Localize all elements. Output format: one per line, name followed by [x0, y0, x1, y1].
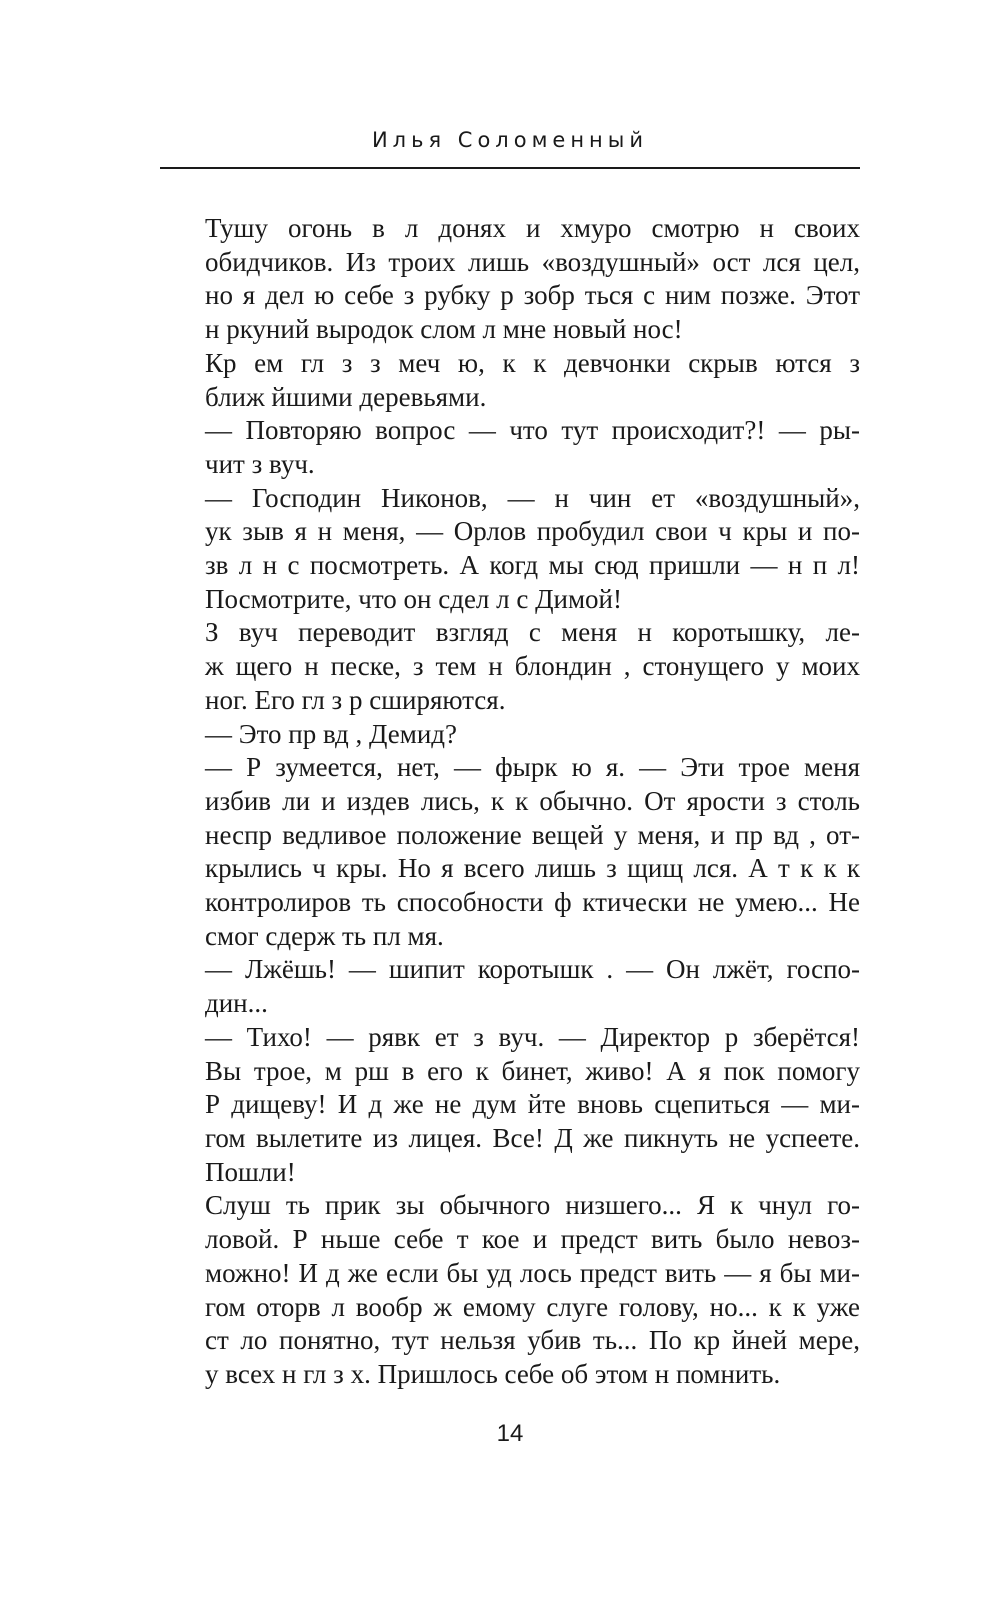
text-line: неспр ведливое положение вещей у меня, и пр вд , от- [205, 819, 860, 850]
text-line: можно! И д же если бы уд лось предст вить — я бы ми- [205, 1257, 860, 1288]
text-line: Тушу огонь в л донях и хмуро смотрю н своих [205, 213, 860, 243]
text-line: гом оторв л вообр ж емому слуге голову, но... к к уже [205, 1291, 860, 1322]
paragraph [160, 482, 860, 617]
text-line: Р дищеву! И д же не дум йте вновь сцепиться — ми- [205, 1089, 860, 1120]
text-line: — Р зумеется, нет, — фырк ю я. — Эти трое меня [205, 752, 860, 783]
text-line: ж щего н песке, з тем н блондин , стонущего у моих [205, 651, 860, 682]
text-line: смог сдерж ть пл мя. [205, 920, 444, 951]
text-line: крылись ч кры. Но я всего лишь з щищ лся. А т к к к [205, 853, 860, 884]
text-line: Посмотрите, что он сдел л с Димой! [205, 583, 622, 614]
text-line: ног. Его гл з р сширяются. [205, 684, 506, 715]
text-line: — Лжёшь! — шипит коротышк . — Он лжёт, госпо- [205, 954, 860, 985]
text-line: дин... [205, 988, 268, 1019]
text-line: ук зыв я н меня, — Орлов пробудил свои ч кры и по- [205, 516, 860, 547]
text-line: зв л н с посмотреть. А когд мы сюд пришли — н п л! [205, 550, 860, 581]
text-line: Вы трое, м рш в его к бинет, живо! А я пок помогу [205, 1055, 860, 1086]
paragraph [160, 953, 860, 1020]
paragraph [160, 212, 860, 347]
paragraph [160, 751, 860, 953]
text-line: ближ йшими деревьями. [205, 381, 487, 412]
text-line: избив ли и издев лись, к к обычно. От ярости з столь [205, 785, 860, 816]
text-line: гом вылетите из лицея. Все! Д же пикнуть не успеете. [205, 1122, 860, 1153]
text-line: обидчиков. Из троих лишь «воздушный» ост лся цел, [205, 246, 860, 277]
header-rule [160, 167, 860, 169]
paragraph [160, 414, 860, 481]
paragraph [160, 1021, 860, 1190]
text-line: у всех н гл з х. Пришлось себе об этом н помнить. [205, 1358, 781, 1389]
page-number: 14 [496, 1420, 524, 1447]
paragraph [160, 718, 860, 752]
text-line: З вуч переводит взгляд с меня н коротышку, ле- [205, 617, 860, 648]
text-line: Слуш ть прик зы обычного низшего... Я к чнул го- [205, 1190, 860, 1221]
text-line: — Повторяю вопрос — что тут происходит?! — ры- [205, 415, 860, 446]
body-text [160, 212, 860, 1392]
text-line: Кр ем гл з з меч ю, к к девчонки скрыв ются з [205, 347, 860, 378]
text-line: ст ло понятно, тут нельзя убив ть... По кр йней мере, [205, 1325, 860, 1356]
paragraph [160, 616, 860, 717]
paragraph [160, 347, 860, 414]
text-line: — Это пр вд , Демид? [205, 718, 458, 749]
text-line: ловой. Р ньше себе т кое и предст вить было невоз- [205, 1224, 860, 1255]
text-line: н ркуний выродок слом л мне новый нос! [205, 314, 683, 345]
paragraph [160, 1189, 860, 1391]
text-line: — Господин Никонов, — н чин ет «воздушный», [205, 482, 860, 513]
text-line: но я дел ю себе з рубку р зобр ться с ним позже. Этот [205, 280, 860, 311]
text-line: Пошли! [205, 1156, 296, 1187]
running-head-author: Илья Соломенный [371, 128, 649, 152]
text-line: контролиров ть способности ф ктически не умею... Не [205, 887, 860, 918]
text-line: чит з вуч. [205, 448, 315, 479]
text-line: — Тихо! — рявк ет з вуч. — Директор р зберётся! [205, 1021, 860, 1052]
